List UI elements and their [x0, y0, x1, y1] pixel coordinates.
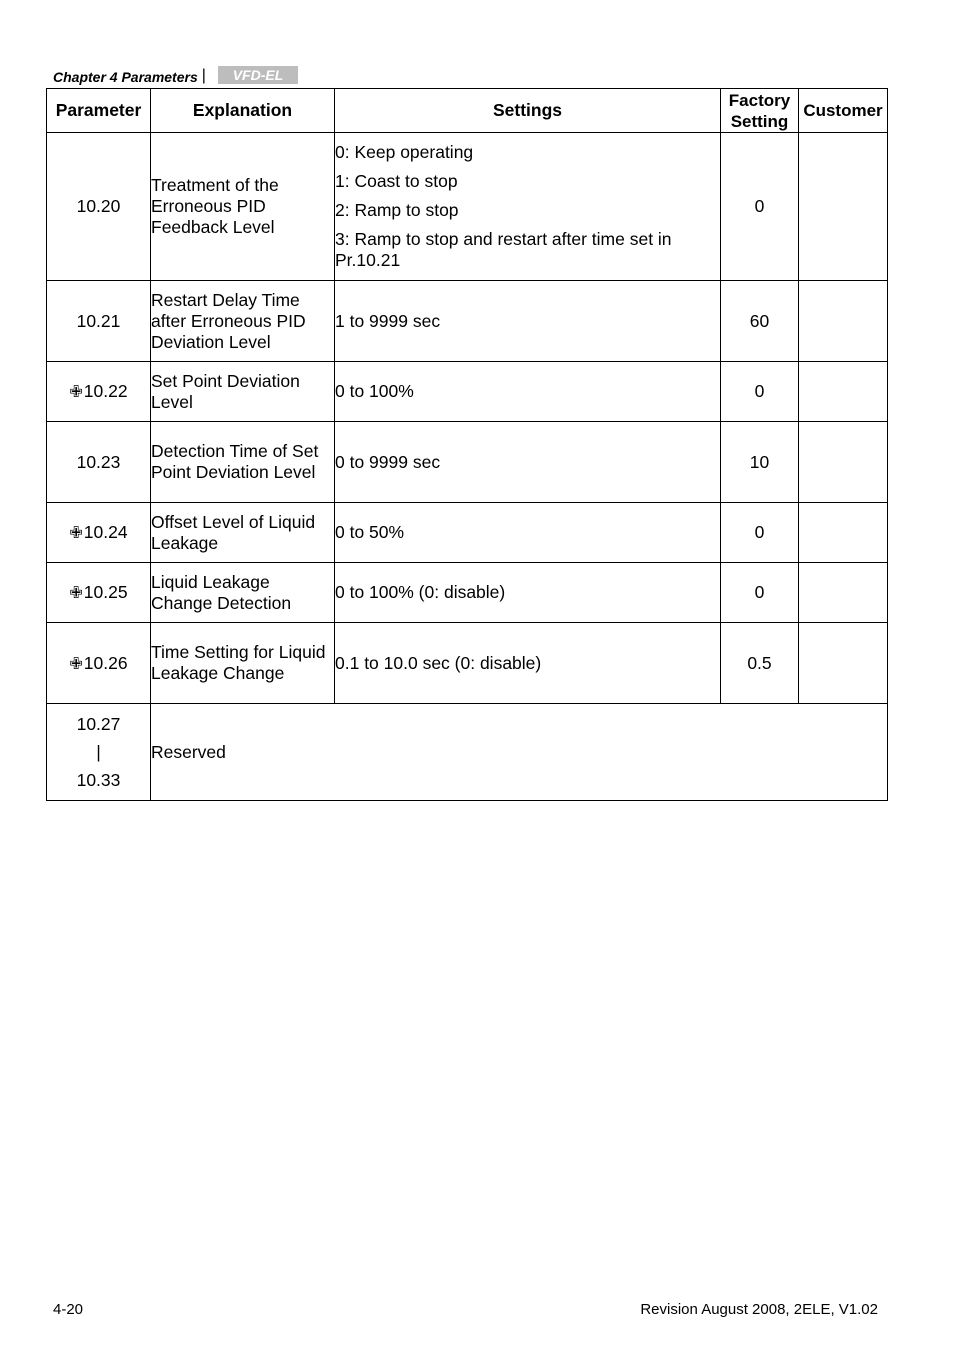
table-row: [47, 422, 888, 503]
param-settings: 0 to 100% (0: disable): [335, 563, 721, 623]
customer-cell: [799, 563, 888, 623]
pen-icon: ✙: [69, 525, 83, 542]
factory-setting: 0: [721, 133, 799, 281]
customer-cell: [799, 623, 888, 704]
param-settings: [335, 133, 721, 281]
param-explanation: Detection Time of Set Point Deviation Level: [151, 422, 335, 503]
column-header-settings: Settings: [335, 89, 721, 133]
chapter-title: Chapter 4 Parameters: [53, 69, 198, 85]
factory-setting: 10: [721, 422, 799, 503]
param-number: 10.23: [47, 422, 151, 503]
column-header-factory-setting: Factory Setting: [721, 89, 799, 133]
param-settings: 0 to 100%: [335, 362, 721, 422]
param-settings: 0 to 9999 sec: [335, 422, 721, 503]
factory-setting: 60: [721, 281, 799, 362]
revision-note: Revision August 2008, 2ELE, V1.02: [640, 1301, 878, 1318]
param-explanation: Liquid Leakage Change Detection: [151, 563, 335, 623]
reserved-start: 10.27: [76, 714, 121, 734]
customer-cell: [799, 503, 888, 563]
table-row: [47, 133, 888, 281]
customer-cell: [799, 422, 888, 503]
table-row: [47, 563, 888, 623]
setting-option: 3: Ramp to stop and restart after time set in Pr.10.21: [335, 229, 672, 270]
pen-icon: ✙: [69, 655, 83, 673]
page-number: 4-20: [53, 1301, 84, 1318]
pen-icon: ✙: [69, 384, 83, 401]
column-header-parameter: Parameter: [47, 89, 151, 133]
customer-cell: [799, 362, 888, 422]
setting-option: 0: Keep operating: [335, 142, 474, 162]
param-number: ✙10.24: [47, 503, 151, 563]
reserved-row: [47, 704, 888, 801]
param-explanation: Restart Delay Time after Erroneous PID Deviation Level: [151, 281, 335, 362]
table-row: [47, 281, 888, 362]
setting-option: 2: Ramp to stop: [335, 200, 459, 220]
table-row: [47, 623, 888, 704]
table-header-row: [47, 89, 888, 133]
table-row: [47, 503, 888, 563]
table-row: [47, 362, 888, 422]
reserved-range: [47, 704, 151, 801]
reserved-text: Reserved: [151, 704, 888, 801]
factory-setting: 0: [721, 503, 799, 563]
param-explanation: Set Point Deviation Level: [151, 362, 335, 422]
reserved-end: 10.33: [76, 770, 121, 790]
param-explanation: Offset Level of Liquid Leakage: [151, 503, 335, 563]
header-separator: |: [201, 67, 206, 84]
parameter-table: [46, 88, 888, 801]
column-header-customer: Customer: [799, 89, 888, 133]
vfd-el-logo: [218, 66, 298, 84]
param-number: 10.21: [47, 281, 151, 362]
factory-setting: 0.5: [721, 623, 799, 704]
factory-setting: 0: [721, 362, 799, 422]
setting-option: 1: Coast to stop: [335, 171, 458, 191]
param-explanation: Time Setting for Liquid Leakage Change: [151, 623, 335, 704]
customer-cell: [799, 281, 888, 362]
page-header: [53, 66, 298, 88]
param-number: ✙10.22: [47, 362, 151, 422]
pen-icon: ✙: [69, 585, 83, 602]
column-header-explanation: Explanation: [151, 89, 335, 133]
param-explanation: Treatment of the Erroneous PID Feedback Level: [151, 133, 335, 281]
svg-text:VFD-EL: VFD-EL: [232, 67, 284, 83]
param-settings: 1 to 9999 sec: [335, 281, 721, 362]
factory-setting: 0: [721, 563, 799, 623]
param-number: ✙10.25: [47, 563, 151, 623]
param-number: 10.20: [47, 133, 151, 281]
param-number: ✙10.26: [47, 623, 151, 704]
param-settings: 0.1 to 10.0 sec (0: disable): [335, 623, 721, 704]
customer-cell: [799, 133, 888, 281]
reserved-bar: |: [96, 742, 101, 762]
param-settings: 0 to 50%: [335, 503, 721, 563]
